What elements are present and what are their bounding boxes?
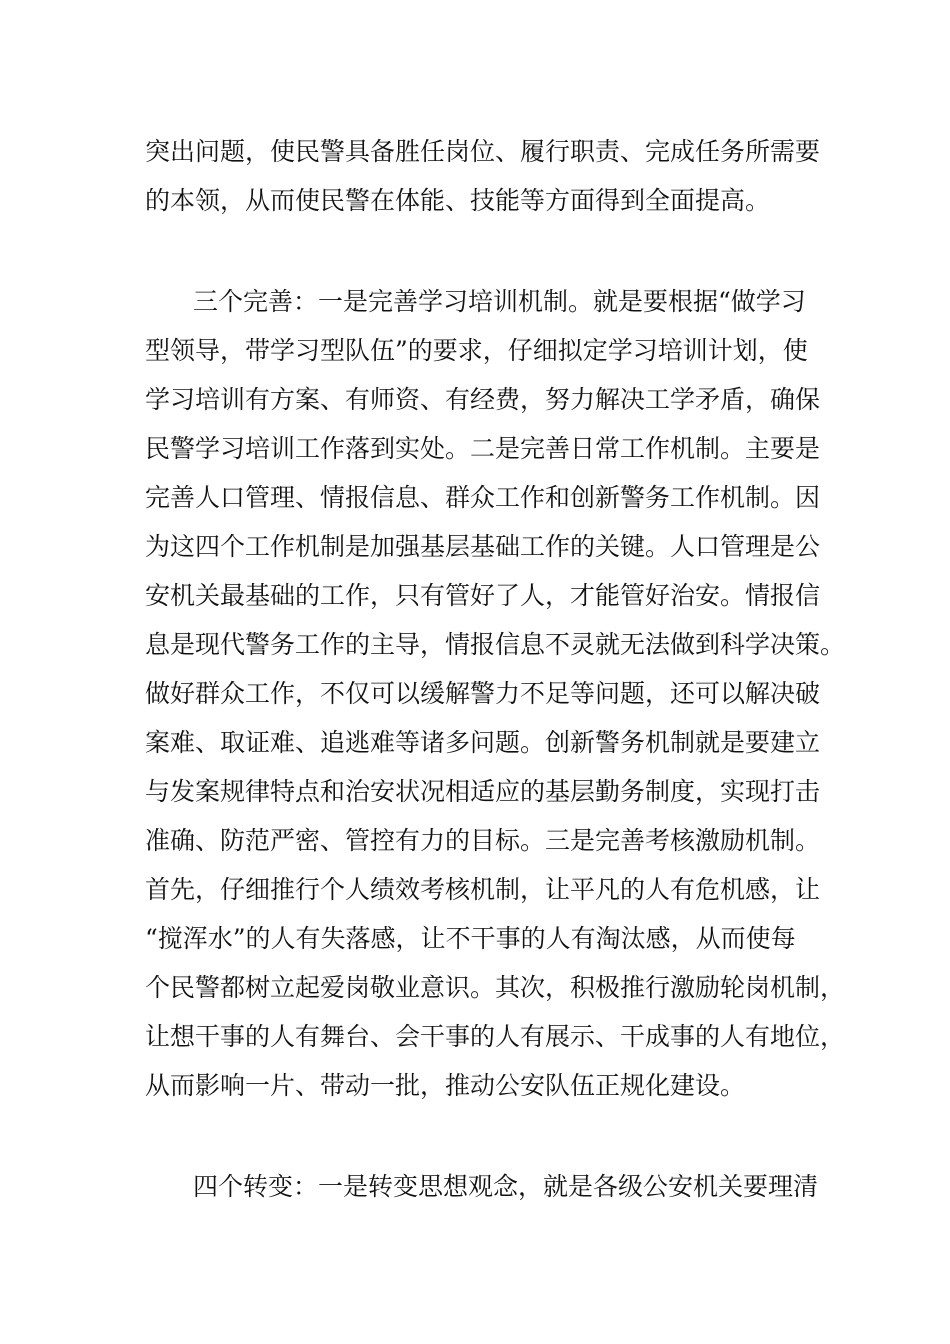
- text-line: 突出问题，使民警具备胜任岗位、履行职责、完成任务所需要: [145, 137, 821, 166]
- text-line: “搅浑水”的人有失落感，让不干事的人有淘汰感，从而使每: [145, 924, 796, 953]
- text-line: 个民警都树立起爱岗敬业意识。其次，积极推行激励轮岗机制，: [145, 973, 846, 1002]
- text-line: 准确、防范严密、管控有力的目标。三是完善考核激励机制。: [145, 826, 821, 855]
- text-line: 型领导，带学习型队伍”的要求，仔细拟定学习培训计划，使: [145, 336, 808, 365]
- text-line: 从而影响一片、带动一批，推动公安队伍正规化建设。: [145, 1071, 746, 1100]
- text-line: 完善人口管理、情报信息、群众工作和创新警务工作机制。因: [145, 483, 821, 512]
- text-line: 四个转变：一是转变思想观念，就是各级公安机关要理清: [193, 1172, 819, 1201]
- text-line: 三个完善：一是完善学习培训机制。就是要根据“做学习: [193, 287, 806, 316]
- text-line: 安机关最基础的工作，只有管好了人，才能管好治安。情报信: [145, 581, 821, 610]
- text-line: 让想干事的人有舞台、会干事的人有展示、干成事的人有地位，: [145, 1022, 846, 1051]
- text-line: 息是现代警务工作的主导，情报信息不灵就无法做到科学决策。: [145, 630, 846, 659]
- text-line: 民警学习培训工作落到实处。二是完善日常工作机制。主要是: [145, 434, 821, 463]
- text-line: 的本领，从而使民警在体能、技能等方面得到全面提高。: [145, 186, 771, 215]
- text-line: 与发案规律特点和治安状况相适应的基层勤务制度，实现打击: [145, 777, 821, 806]
- text-line: 做好群众工作，不仅可以缓解警力不足等问题，还可以解决破: [145, 679, 821, 708]
- text-line: 首先，仔细推行个人绩效考核机制，让平凡的人有危机感，让: [145, 875, 821, 904]
- text-line: 案难、取证难、追逃难等诸多问题。创新警务机制就是要建立: [145, 728, 821, 757]
- text-line: 学习培训有方案、有师资、有经费，努力解决工学矛盾，确保: [145, 385, 821, 414]
- text-line: 为这四个工作机制是加强基层基础工作的关键。人口管理是公: [145, 532, 821, 561]
